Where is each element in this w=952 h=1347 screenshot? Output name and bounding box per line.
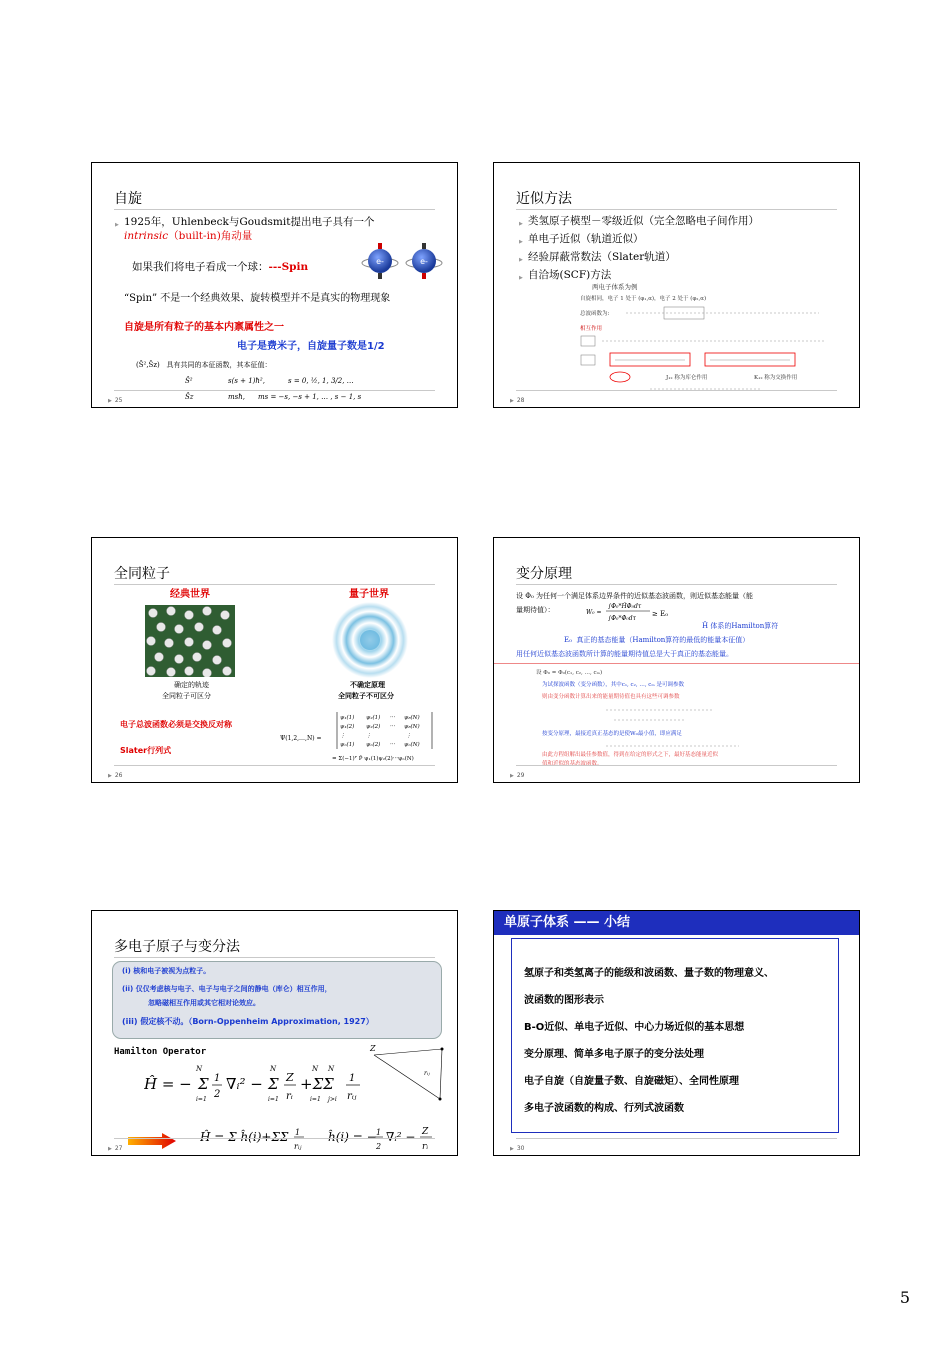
text-span: 具有共同的本征函数，其本征值： — [166, 361, 272, 369]
range: ms = −s, −s + 1, … , s − 1, s — [258, 393, 362, 401]
text-line: Ĥ 体系的Hamilton算符 — [702, 622, 779, 630]
svg-text:⋮: ⋮ — [406, 733, 412, 739]
scf-formula — [580, 335, 830, 395]
svg-text:Ĥ = Σ ĥ(i)+ΣΣ: Ĥ = Σ ĥ(i)+ΣΣ — [200, 1130, 289, 1144]
svg-text:⋮: ⋮ — [366, 733, 372, 739]
title-rule — [114, 584, 435, 585]
inequality: ≥ E₀ — [652, 610, 669, 618]
svg-text:2: 2 — [214, 1089, 221, 1100]
variation-text: 值和近似的基态波函数。 — [542, 761, 603, 767]
svg-text:i=1: i=1 — [196, 1096, 207, 1103]
slater-lhs: Ψ(1,2,…,N) = — [280, 735, 322, 742]
scf-formula — [624, 306, 824, 320]
slide-27 — [91, 910, 458, 1156]
variation-formula — [604, 740, 744, 752]
svg-text:ψₙ(N): ψₙ(N) — [404, 742, 420, 748]
caption: 确定的轨迹 — [174, 681, 209, 689]
slide-number: ▶ 27 — [108, 1145, 123, 1152]
eigen-line — [185, 377, 354, 386]
variation-text: 按变分原理，最接近真正基态的是使W₀最小值，即应满足 — [542, 731, 682, 737]
svg-text:rᵢⱼ: rᵢⱼ — [347, 1091, 357, 1102]
summary-item: 变分原理、简单多电子原子的变分法处理 — [524, 1049, 704, 1060]
svg-text:ψ₁(2): ψ₁(2) — [340, 724, 355, 730]
svg-text:rᵢⱼ: rᵢⱼ — [294, 1142, 302, 1151]
svg-text:ψ₈(N): ψ₈(N) — [404, 715, 420, 721]
svg-text:N: N — [196, 1065, 203, 1073]
summary-item: 氢原子和类氢离子的能级和波函数、量子数的物理意义、 — [524, 968, 774, 979]
svg-text:N: N — [328, 1065, 335, 1073]
variation-formula — [604, 704, 724, 726]
operator: Ŝ² — [185, 377, 193, 385]
eigen-line — [185, 393, 362, 402]
scf-text: 总波函数为: — [580, 311, 610, 317]
hamilton-label: Hamilton Operator — [114, 1047, 207, 1057]
eigenvalue: s(s + 1)ħ², — [228, 377, 265, 385]
separator-line — [494, 663, 859, 664]
slide-25 — [91, 162, 458, 408]
column-heading: 量子世界 — [349, 589, 389, 600]
svg-text:Z: Z — [286, 1071, 294, 1084]
electron-spin-illustration — [360, 241, 446, 291]
variation-text: 设 Φ₀ = Φ₀(c₁, c₂, …, cₘ) — [536, 670, 603, 676]
variation-text: 则由变分函数计算出来的能量期待值也具有这些可调参数 — [542, 694, 680, 700]
svg-text:1: 1 — [214, 1073, 221, 1084]
svg-text:N: N — [312, 1065, 319, 1073]
svg-text:W₀ =: W₀ = — [586, 609, 602, 616]
slide-title: 变分原理 — [516, 566, 572, 582]
svg-text:···: ··· — [390, 742, 396, 748]
text-line: 量期待值）： — [516, 606, 555, 614]
svg-text:∫Φ₀*Φ₀dτ: ∫Φ₀*Φ₀dτ — [608, 615, 636, 622]
electron-label: e- — [420, 257, 428, 266]
caption: 不确定原理 — [350, 681, 385, 689]
sub-heading: 两电子体系为例 — [592, 283, 638, 291]
svg-text:Ĥ = −: Ĥ = − — [144, 1075, 192, 1093]
title-rule — [516, 584, 837, 585]
svg-text:Z: Z — [370, 1044, 376, 1053]
svg-text:2: 2 — [376, 1142, 382, 1151]
slide-title: 单原子体系 —— 小结 — [504, 915, 631, 930]
summary-item: 电子自旋（自旋量子数、自旋磁矩）、全同性原理 — [524, 1076, 739, 1087]
svg-text:1: 1 — [376, 1128, 382, 1137]
footer-rule — [114, 765, 435, 766]
slide-number: ▶ 25 — [108, 397, 123, 404]
slide-number: ▶ 26 — [108, 772, 123, 779]
svg-text:···: ··· — [390, 724, 396, 730]
svg-text:i=1: i=1 — [268, 1096, 279, 1103]
slide-title: 全同粒子 — [114, 566, 170, 582]
assumption-item: (i) 核和电子被视为点粒子。 — [122, 967, 211, 975]
scf-text: J₁₂ 称为库仑作用 — [666, 375, 708, 381]
operator-pair: (Ŝ²,Ŝz) — [136, 361, 160, 369]
svg-text:···: ··· — [390, 715, 396, 721]
variation-text: 为试探波函数（变分函数），其中c₁, c₂, …, cₘ 是可调参数 — [542, 682, 685, 688]
title-rule — [114, 209, 435, 210]
text-line — [124, 230, 252, 243]
footer-rule — [114, 1138, 435, 1139]
svg-text:⋮: ⋮ — [340, 733, 346, 739]
scf-text: 自旋相同，电子 1 处于 (φ₁,α)，电子 2 处于 (φ₂,α) — [580, 296, 707, 302]
text-line — [564, 636, 749, 645]
assumption-item: (ii) 仅仅考虑核与电子、电子与电子之间的静电（库仑）相互作用， — [122, 985, 332, 993]
title-rule — [516, 209, 837, 210]
svg-text:ψₙ(2): ψₙ(2) — [366, 742, 381, 748]
svg-text:Σ: Σ — [198, 1075, 209, 1093]
assumption-item: (iii) 假定核不动。（Born-Oppenheim Approximation, 1927） — [122, 1017, 374, 1026]
highlight-line: 自旋是所有粒子的基本内禀属性之一 — [124, 322, 284, 333]
title-rule — [114, 957, 435, 958]
caption: 全同粒子可区分 — [162, 692, 211, 700]
text-line: 用任何近似基态波函数所计算的能量期待值总是大于真正的基态能量。 — [516, 650, 733, 658]
svg-text:= Σ(−1)ᴾ P̂ ψ₁(1)ψ₂(2)···ψₙ(N): = Σ(−1)ᴾ P̂ ψ₁(1)ψ₂(2)···ψₙ(N) — [332, 756, 414, 762]
bullet-item: ▶ 自洽场(SCF)方法 — [528, 269, 611, 282]
bullet-item: ▶ 单电子近似（轨道近似） — [528, 233, 644, 246]
e0-symbol: E₀ — [564, 636, 572, 644]
operator: Ŝz — [185, 393, 194, 401]
assumption-item: 忽略磁相互作用或其它相对论效应。 — [148, 999, 260, 1007]
svg-text:ψ₈(N): ψ₈(N) — [404, 724, 420, 730]
svg-text:∫Φ₀*ĤΦ₀dτ: ∫Φ₀*ĤΦ₀dτ — [608, 603, 642, 610]
text-span: 如果我们将电子看成一个球： — [132, 261, 269, 273]
range: s = 0, ½, 1, 3/2, … — [288, 377, 354, 385]
bullet-item: ▶ 类氢原子模型－零级近似（完全忽略电子间作用） — [528, 215, 759, 228]
footer-rule — [114, 390, 435, 391]
slide-28 — [493, 162, 860, 408]
text-line: “Spin” 不是一个经典效果、旋转模型并不是真实的物理现象 — [124, 293, 391, 304]
slide-number: ▶ 29 — [510, 772, 525, 779]
svg-text:rᵢ: rᵢ — [422, 1142, 429, 1152]
svg-text:N: N — [270, 1065, 277, 1073]
summary-item: 波函数的图形表示 — [524, 995, 604, 1006]
page-number: 5 — [899, 1288, 910, 1307]
svg-text:i=1: i=1 — [310, 1096, 321, 1103]
svg-text:∇ᵢ² −: ∇ᵢ² − — [386, 1130, 416, 1144]
summary-item: 多电子波函数的构成、行列式波函数 — [524, 1103, 684, 1114]
slide-29 — [493, 537, 860, 783]
electron-label: e- — [376, 257, 384, 266]
highlight-line: 电子是费米子，自旋量子数是1/2 — [237, 341, 385, 352]
spin-term: ---Spin — [268, 261, 309, 273]
footer-rule — [516, 390, 837, 391]
svg-text:rᵢⱼ: rᵢⱼ — [424, 1070, 430, 1077]
rule-text: Slater行列式 — [120, 746, 172, 755]
quantum-particles-image — [330, 600, 410, 680]
eigen-line — [136, 361, 271, 370]
arrow-icon — [128, 1133, 176, 1149]
svg-text:1: 1 — [295, 1128, 301, 1137]
footer-rule — [516, 765, 837, 766]
svg-text:ψ₂(1): ψ₂(1) — [366, 715, 381, 721]
svg-text:ψ₁(1): ψ₁(1) — [340, 715, 355, 721]
text-line — [132, 261, 308, 274]
svg-text:+ΣΣ: +ΣΣ — [300, 1075, 334, 1093]
intrinsic-term: intrinsic — [124, 230, 169, 242]
slide-number: ▶ 30 — [510, 1145, 525, 1152]
slide-number: ▶ 28 — [510, 397, 525, 404]
text-span: 真正的基态能量（Hamilton算符的最低的能量本征值） — [576, 636, 750, 644]
classical-particles-image — [145, 605, 235, 677]
svg-text:rᵢ: rᵢ — [286, 1091, 293, 1102]
slater-determinant — [332, 710, 444, 768]
slide-30 — [493, 910, 860, 1156]
text-span: （built-in)角动量 — [168, 230, 253, 242]
svg-text:∇ᵢ² −: ∇ᵢ² − — [226, 1075, 263, 1093]
slide-title: 自旋 — [114, 191, 142, 207]
svg-text:Σ: Σ — [268, 1075, 279, 1093]
summary-item: B-O近似、单电子近似、中心力场近似的基本思想 — [524, 1022, 745, 1033]
svg-text:ψ₂(2): ψ₂(2) — [366, 724, 381, 730]
svg-text:1: 1 — [349, 1073, 356, 1084]
coordinate-diagram — [362, 1041, 452, 1111]
footer-rule — [516, 1138, 837, 1139]
scf-text: 相互作用 — [580, 326, 603, 332]
bullet-item: ▶ 经验屏蔽常数法（Slater轨道） — [528, 251, 676, 264]
svg-text:ĥ(i) = −: ĥ(i) = − — [328, 1130, 377, 1144]
scf-text: K₁₂ 称为交换作用 — [754, 375, 798, 381]
caption: 全同粒子不可区分 — [338, 692, 394, 700]
variation-text: 由此方程组解出最佳参数值，得到在给定的形式之下，最好基态能量近似 — [542, 752, 719, 758]
slide-title: 近似方法 — [516, 191, 572, 207]
hamiltonian-equation — [144, 1059, 364, 1109]
text-line: 设 Φ₀ 为任何一个满足体系边界条件的近似基态波函数，则近似基态能量（能 — [516, 592, 753, 600]
text-line: ▶ 1925年，Uhlenbeck与Goudsmit提出电子具有一个 — [124, 216, 374, 229]
slide-title: 多电子原子与变分法 — [114, 939, 240, 955]
eigenvalue: msħ, — [228, 393, 245, 401]
column-heading: 经典世界 — [170, 589, 210, 600]
svg-text:Z: Z — [422, 1127, 429, 1137]
rule-text: 电子总波函数必须是交换反对称 — [120, 720, 232, 729]
svg-text:ψₙ(1): ψₙ(1) — [340, 742, 355, 748]
slide-26 — [91, 537, 458, 783]
svg-text:j>i: j>i — [328, 1096, 337, 1103]
